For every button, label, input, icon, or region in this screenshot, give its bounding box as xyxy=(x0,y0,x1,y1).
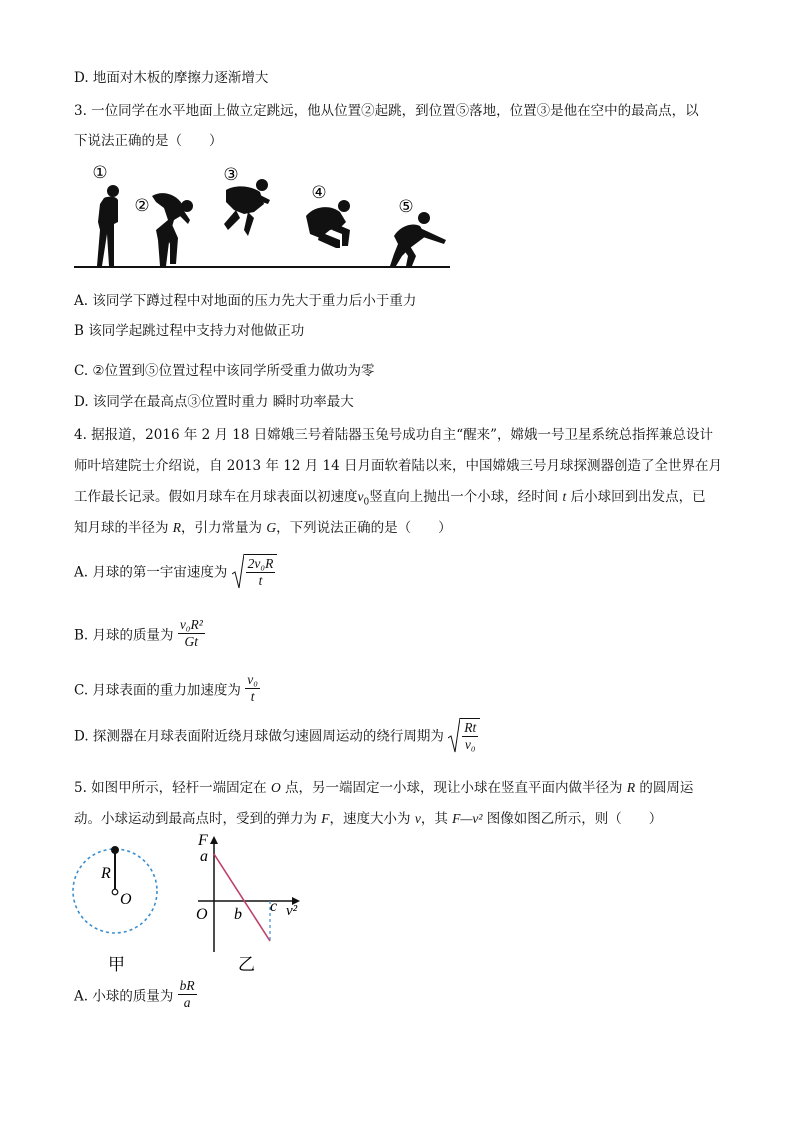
svg-text:c: c xyxy=(270,898,278,915)
svg-text:a: a xyxy=(200,848,208,865)
svg-text:v²: v² xyxy=(286,903,298,919)
svg-text:O: O xyxy=(196,906,208,923)
q5-line2: 动。小球运动到最高点时，受到的弹力为 F，速度大小为 v，其 F—v² 图像如图乙所示，则（ ） xyxy=(74,811,663,827)
svg-text:F: F xyxy=(198,832,208,849)
q3-option-d: D. 该同学在最高点③位置时重力 瞬时功率最大 xyxy=(74,394,354,410)
label-3: ③ xyxy=(223,165,239,184)
figure-highest xyxy=(224,179,270,236)
q3-option-a: A. 该同学下蹲过程中对地面的压力先大于重力后小于重力 xyxy=(74,293,417,309)
figure-standing xyxy=(97,185,119,266)
q3-stem-line1: 3. 一位同学在水平地面上做立定跳远，他从位置②起跳，到位置⑤落地，位置③是他在空中的最高点，以 xyxy=(74,103,699,119)
svg-text:O: O xyxy=(120,891,132,908)
figure-crouch xyxy=(152,193,193,266)
q3-option-b: B 该同学起跳过程中支持力对他做正功 xyxy=(74,323,305,339)
label-2: ② xyxy=(134,196,150,215)
label-5: ⑤ xyxy=(398,197,414,216)
q4-option-b: B. 月球的质量为 $\frac{\text{v₀R²}}{Gt}$ xyxy=(74,617,203,649)
q5-line1: 5. 如图甲所示，轻杆一端固定在 O 点，另一端固定一小球，现让小球在竖直平面内做半径为 R 的圆周运 xyxy=(74,780,694,796)
svg-text:b: b xyxy=(234,906,242,923)
svg-text:甲: 甲 xyxy=(108,955,125,974)
q4-line1: 4. 据报道，2016 年 2 月 18 日嫦娥三号着陆器玉兔号成功自主“醒来”，嫦娥一号卫星系统总指挥兼总设计 xyxy=(74,427,714,443)
q5-option-a: A. 小球的质量为 $\frac{bR}{a}$ xyxy=(74,978,195,1010)
q3-option-c: C. ②位置到⑤位置过程中该同学所受重力做功为零 xyxy=(74,363,375,379)
svg-text:R: R xyxy=(101,865,111,882)
label-1: ① xyxy=(92,163,108,182)
figure-in-air xyxy=(306,200,350,248)
q4-option-a: A. 月球的第一宇宙速度为 $\frac{\text{2v₀R}}{t}$ xyxy=(74,552,277,589)
q2-option-d: D. 地面对木板的摩擦力逐渐增大 xyxy=(74,70,269,86)
q4-line3: 工作最长记录。假如月球车在月球表面以初速度$v_0$竖直向上抛出一个小球，经时间 t 后小球回到出发点，已 xyxy=(74,489,706,508)
sqrt-expression: $\frac{\text{2v₀R}}{t}$ xyxy=(232,552,278,589)
q5-figure-jia xyxy=(68,838,178,978)
q3-stem-line2: 下说法正确的是（ ） xyxy=(74,133,223,149)
q4-line4: 知月球的半径为 R，引力常量为 G，下列说法正确的是（ ） xyxy=(74,520,452,536)
q4-option-d: D. 探测器在月球表面附近绕月球做匀速圆周运动的绕行周期为 $\frac{Rt}{\text{v₀}}$ xyxy=(74,716,480,753)
q3-jump-figure xyxy=(74,160,454,275)
sqrt-expression: $\frac{Rt}{\text{v₀}}$ xyxy=(448,716,480,753)
q4-option-c: C. 月球表面的重力加速度为 $\frac{\text{v₀}}{t}$ xyxy=(74,672,258,704)
q4-line2: 师叶培建院士介绍说，自 2013 年 12 月 14 日月面软着陆以来，中国嫦娥三号月球探测器创造了全世界在月 xyxy=(74,458,722,474)
svg-text:乙: 乙 xyxy=(238,955,255,974)
figure-landing xyxy=(390,212,446,266)
label-4: ④ xyxy=(311,183,327,202)
q5-figure-yi xyxy=(190,830,320,975)
